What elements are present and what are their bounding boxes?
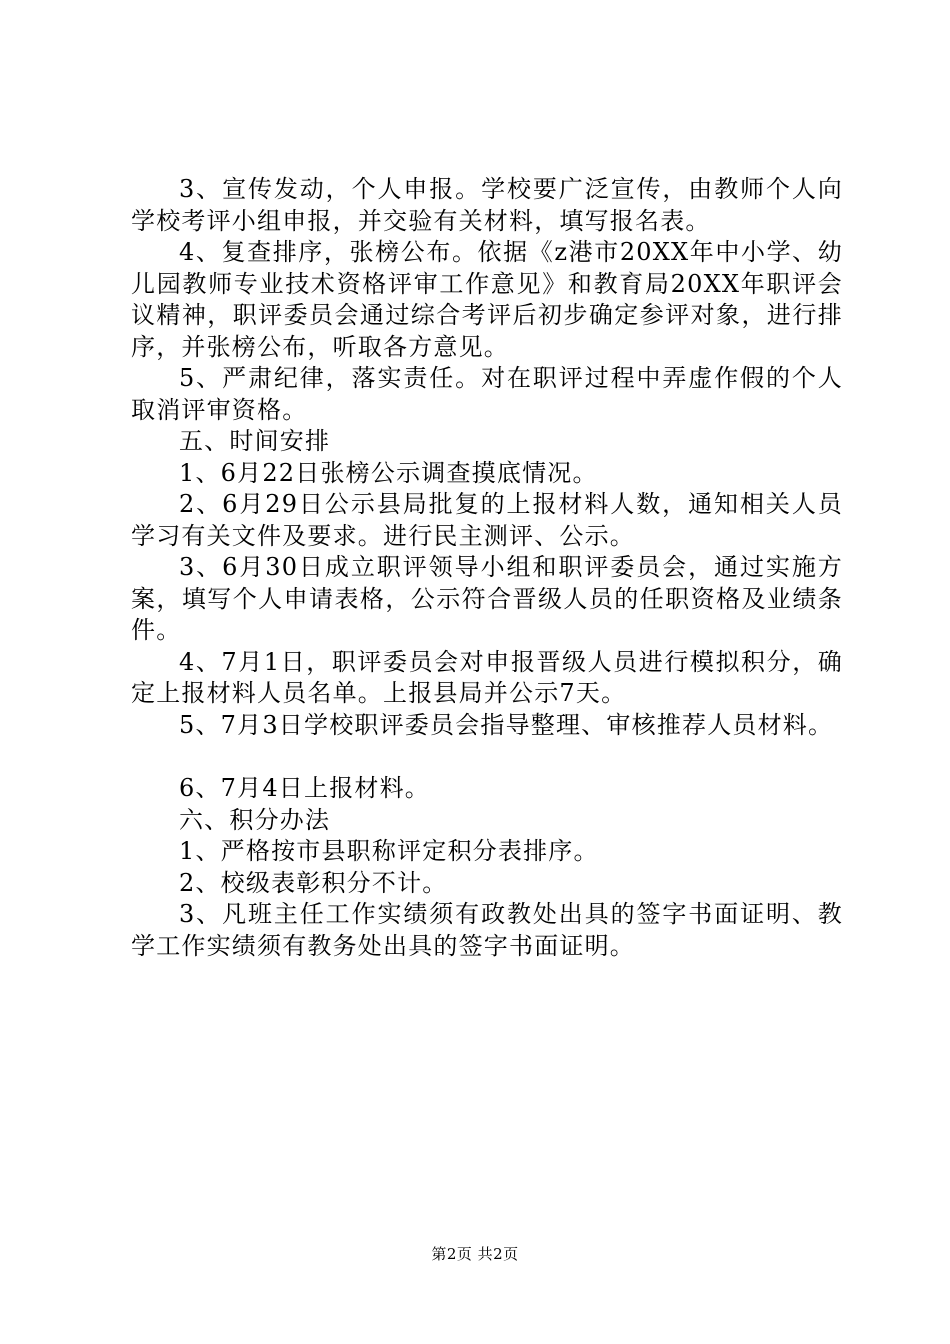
schedule-item-1: 1、6月22日张榜公示调查摸底情况。 [179, 458, 598, 487]
scoring-item-1: 1、严格按市县职称评定积分表排序。 [179, 837, 599, 865]
scoring-item-2: 2、校级表彰积分不计。 [179, 868, 448, 897]
schedule-item-5: 5、7月3日学校职评委员会指导整理、审核推荐人员材料。 [179, 710, 834, 739]
scoring-item-3: 3、凡班主任工作实绩须有政教处出具的签字书面证明、教学工作实绩须有教务处出具的签字书面证明。 [131, 900, 843, 960]
paragraph-review-ranking: 4、复查排序，张榜公布。依据《z港市20XX年中小学、幼儿园教师专业技术资格评审工作意见》和教育局20XX年职评会议精神，职评委员会通过综合考评后初步确定参评对象，进行排序，并张榜公布，听取各方意见。 [131, 238, 843, 361]
document-body [131, 174, 843, 962]
paragraph-publicity-application: 3、宣传发动，个人申报。学校要广泛宣传，由教师个人向学校考评小组申报，并交验有关材料，填写报名表。 [131, 175, 843, 235]
schedule-item-4: 4、7月1日，职评委员会对申报晋级人员进行模拟积分，确定上报材料人员名单。上报县局并公示7天。 [131, 647, 843, 707]
schedule-item-2: 2、6月29日公示县局批复的上报材料人数，通知相关人员学习有关文件及要求。进行民主测评、公示。 [131, 490, 843, 550]
paragraph-discipline: 5、严肃纪律，落实责任。对在职评过程中弄虚作假的个人取消评审资格。 [131, 364, 843, 424]
schedule-item-3: 3、6月30日成立职评领导小组和职评委员会，通过实施方案，填写个人申请表格，公示符合晋级人员的任职资格及业绩条件。 [131, 553, 843, 644]
section-heading-schedule: 五、时间安排 [179, 427, 331, 455]
page-number-footer: 第2页 共2页 [431, 1245, 519, 1263]
section-heading-scoring: 六、积分办法 [179, 805, 331, 834]
schedule-item-6: 6、7月4日上报材料。 [179, 774, 431, 802]
